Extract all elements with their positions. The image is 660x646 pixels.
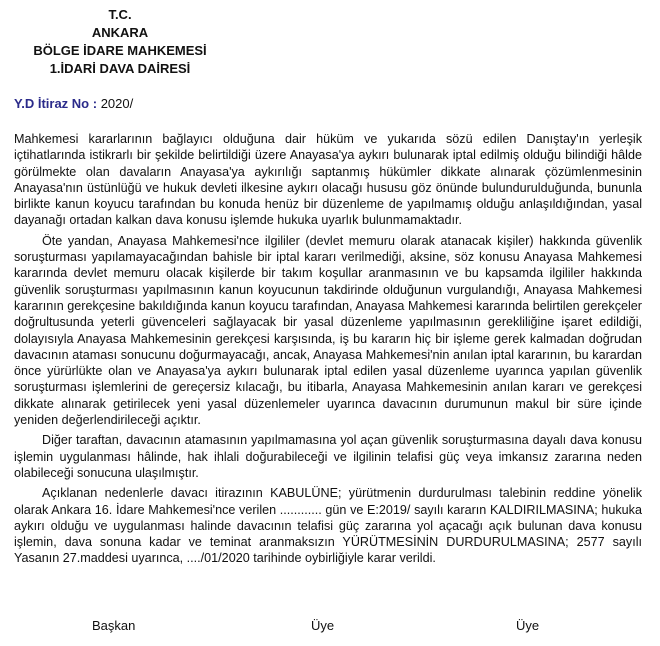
header-city: ANKARA — [91, 25, 149, 40]
signature-chair: Başkan — [92, 618, 136, 633]
paragraph-irreparable-harm: Diğer taraftan, davacının atamasının yapılmamasına yol açan güvenlik soruşturmasına dayalı dava konusu işlemin uygulanması hâlinde, hak ihlali doğurabileceği ve ilgilinin telafisi güç veya imkansız zararına neden olabileceği sonucuna ulaşılmıştır. — [14, 433, 642, 480]
signature-member-2: Üye — [516, 618, 540, 633]
header-court: BÖLGE İDARE MAHKEMESİ — [33, 43, 207, 58]
paragraph-reasoning: Mahkemesi kararlarının bağlayıcı olduğuna dair hüküm ve yukarıda sözü edilen Danıştay'ın yerleşik içtihatlarında istikrarlı bir şekilde belirtildiği üzere Anayasa'ya aykırı bulunarak iptal edilmiş olduğu bilindiği hâlde görülmekte olan davaların Anayasa'ya aykırılığı saptanmış hükümler dikkate alınarak çözümlenmesinin Anayasa'nın üstünlüğü ve hukuk devleti ilkesine aykırı olacağı hususu göz önünde bulundurulduğunda, bununla birlikte kanun koyucu tarafından bu konuda henüz bir düzenleme de yapılmamış olduğu anlaşıldığından, yasal dayanağı ortadan kalkan dava konusu işlemde hukuka uyarlık bulunmamaktadır. — [14, 132, 642, 228]
header-chamber: 1.İDARİ DAVA DAİRESİ — [49, 61, 191, 76]
objection-number-value: 2020/ — [100, 96, 134, 111]
objection-number — [14, 96, 133, 111]
paragraph-ruling: Açıklanan nedenlerle davacı itirazının KABULÜNE; yürütmenin durdurulması talebinin reddine yönelik olarak Ankara 16. İdare Mahkemesi'nce verilen ............ gün ve E:2019/ sayılı kararın KALDIRILMASINA; hukuka aykırı olduğu ve uygulanması halinde davacının telafisi güç zararına yol açacağı açık bulunan dava konusu işlemin, dava sonuna kadar ve teminat aranmaksızın YÜRÜTMESİNİN DURDURULMASINA; 2577 sayılı Yasanın 27.maddesi uyarınca, ..../01/2020 tarihinde oybirliğiyle karar verildi. — [14, 486, 642, 566]
objection-number-label: Y.D İtiraz No : — [14, 96, 98, 111]
header-country: T.C. — [108, 7, 132, 22]
signature-member-1: Üye — [311, 618, 335, 633]
decision-body — [14, 131, 642, 571]
paragraph-constitutional-court: Öte yandan, Anayasa Mahkemesi'nce ilgililer (devlet memuru olarak atanacak kişiler) hakkında güvenlik soruşturması yapılamayacağından bahisle bir iptal kararı verilmediği, aksine, söz konusu Anayasa Mahkemesi kararında devlet memuru olacak kişilerde bir takım koşullar aranmasının ve bu kapsamda ilgililer hakkında güvenlik soruşturması yapılmasının kanun koyucunun takdirinde olduğunun vurgulandığı, Anayasa Mahkemesi kararının gerekçesine bakıldığında kanun koyucu tarafından, Anayasa Mahkemesi kararında belirtilen gerekçeler doğrultusunda yeterli güvenceleri sağlayacak bir yasal düzenleme yapılmasının gerekliliğine işaret edildiği, dolayısıyla Anayasa Mahkemesinin gerekçesi karşısında, iş bu kararın hiç bir işleme gerek kalmadan doğrudan davacının ataması sonucunu doğurmayacağı, ancak, Anayasa Mahkemesi'nin anılan iptal kararının, bu karardan önce yürürlükte olan ve Anayasa'ya aykırı bulunarak iptal edilen yasal düzenleme uyarınca yapılan güvenlik soruşturması işlemlerini de gereçersiz kılacağı, bu itibarla, Anayasa Mahkemesinin anılan kararı ve gerekçesi dikkate alınarak getirilecek yeni yasal düzenlemeler uyarınca davacının durumunun makul bir süre içinde yeniden değerlendirileceği açıktır. — [14, 233, 642, 428]
court-header — [0, 6, 240, 78]
